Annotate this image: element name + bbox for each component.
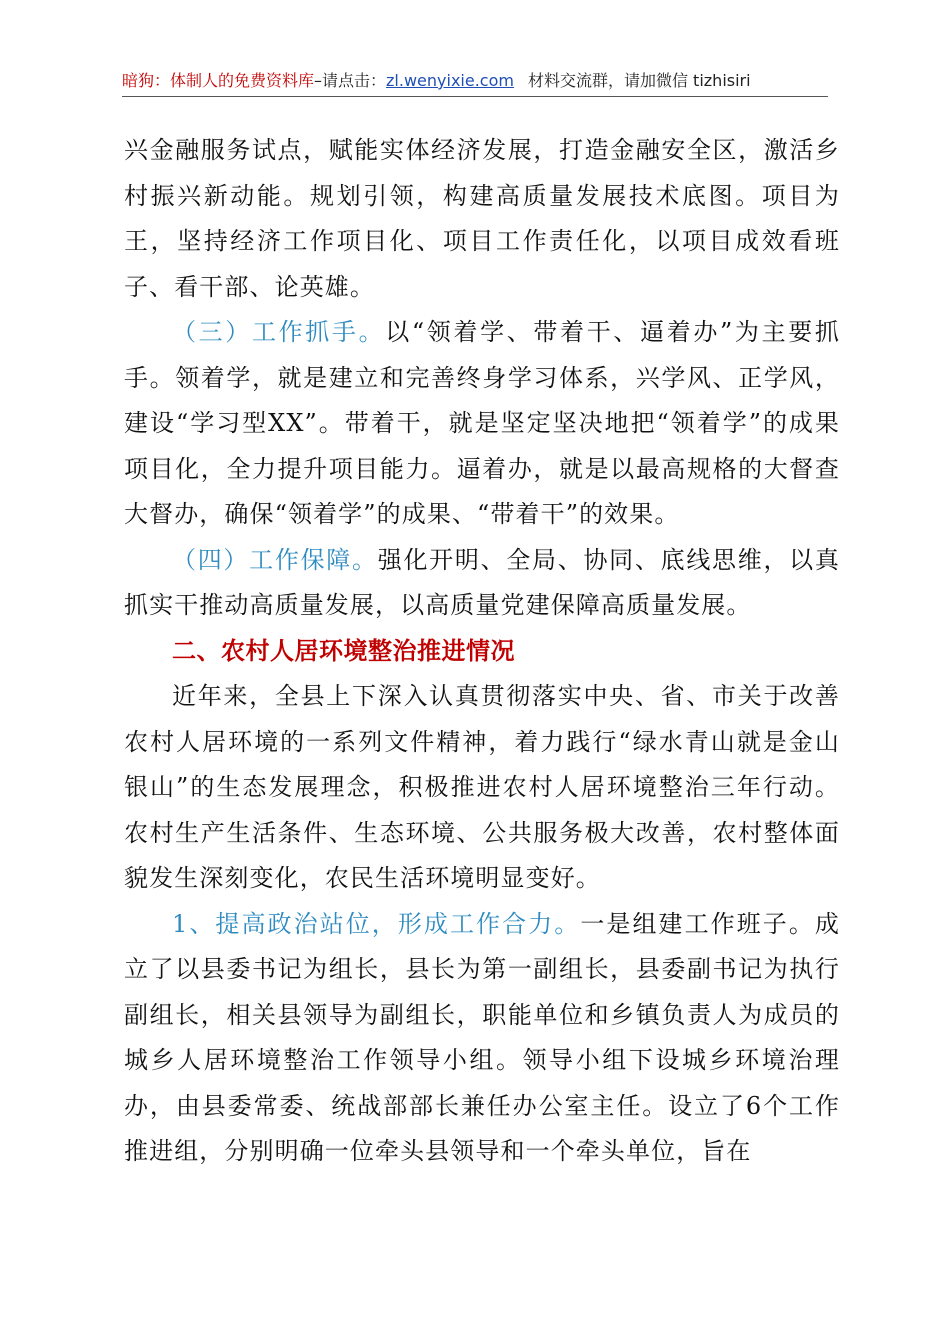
document-body bbox=[124, 128, 840, 1175]
paragraph-1: 兴金融服务试点，赋能实体经济发展，打造金融安全区，激活乡村振兴新动能。规划引领，构建高质量发展技术底图。项目为王，坚持经济工作项目化、项目工作责任化，以项目成效看班子、看干部、论英雄。 bbox=[124, 136, 840, 301]
paragraph-political-stance bbox=[124, 902, 840, 1175]
header-wechat-note: 材料交流群，请加微信 tizhisiri bbox=[527, 71, 751, 90]
paragraph-intro: 近年来，全县上下深入认真贯彻落实中央、省、市关于改善农村人居环境的一系列文件精神，着力践行“绿水青山就是金山银山”的生态发展理念，积极推进农村人居环境整治三年行动。农村生产生活条件、生态环境、公共服务极大改善，农村整体面貌发生深刻变化，农民生活环境明显变好。 bbox=[124, 682, 840, 892]
paragraph-work-guarantee bbox=[124, 538, 840, 629]
section-heading: 二、农村人居环境整治推进情况 bbox=[172, 636, 515, 665]
header-divider bbox=[122, 96, 828, 97]
paragraph-work-approach-body: 以“领着学、带着干、逼着办”为主要抓手。领着学，就是建立和完善终身学习体系，兴学风、正学风，建设“学习型XX”。带着干，就是坚定坚决地把“领着学”的成果项目化，全力提升项目能力。逼着办，就是以最高规格的大督查大督办，确保“领着学”的成果、“带着干”的效果。 bbox=[124, 318, 840, 528]
paragraph-work-guarantee-body: 强化开明、全局、协同、底线思维，以真抓实干推动高质量发展，以高质量党建保障高质量发展。 bbox=[124, 545, 840, 619]
page-header bbox=[122, 66, 828, 96]
header-site-name: 暗狗：体制人的免费资料库 bbox=[122, 71, 315, 90]
subheading-work-guarantee: （四）工作保障。 bbox=[172, 545, 378, 574]
header-click-prompt: –请点击： bbox=[314, 71, 387, 90]
subheading-work-approach: （三）工作抓手。 bbox=[172, 318, 386, 346]
paragraph-work-approach bbox=[124, 310, 840, 538]
paragraph-political-stance-body: 一是组建工作班子。成立了以县委书记为组长，县长为第一副组长，县委副书记为执行副组长，相关县领导为副组长，职能单位和乡镇负责人为成员的城乡人居环境整治工作领导小组。领导小组下设城乡环境治理办，由县委常委、统战部部长兼任办公室主任。设立了6个工作推进组，分别明确一位牵头县领导和一个牵头单位，旨在 bbox=[124, 909, 840, 1165]
header-link[interactable]: zl.wenyixie.com bbox=[386, 71, 514, 90]
subheading-political-stance: 1、提高政治站位，形成工作合力。 bbox=[172, 909, 581, 938]
